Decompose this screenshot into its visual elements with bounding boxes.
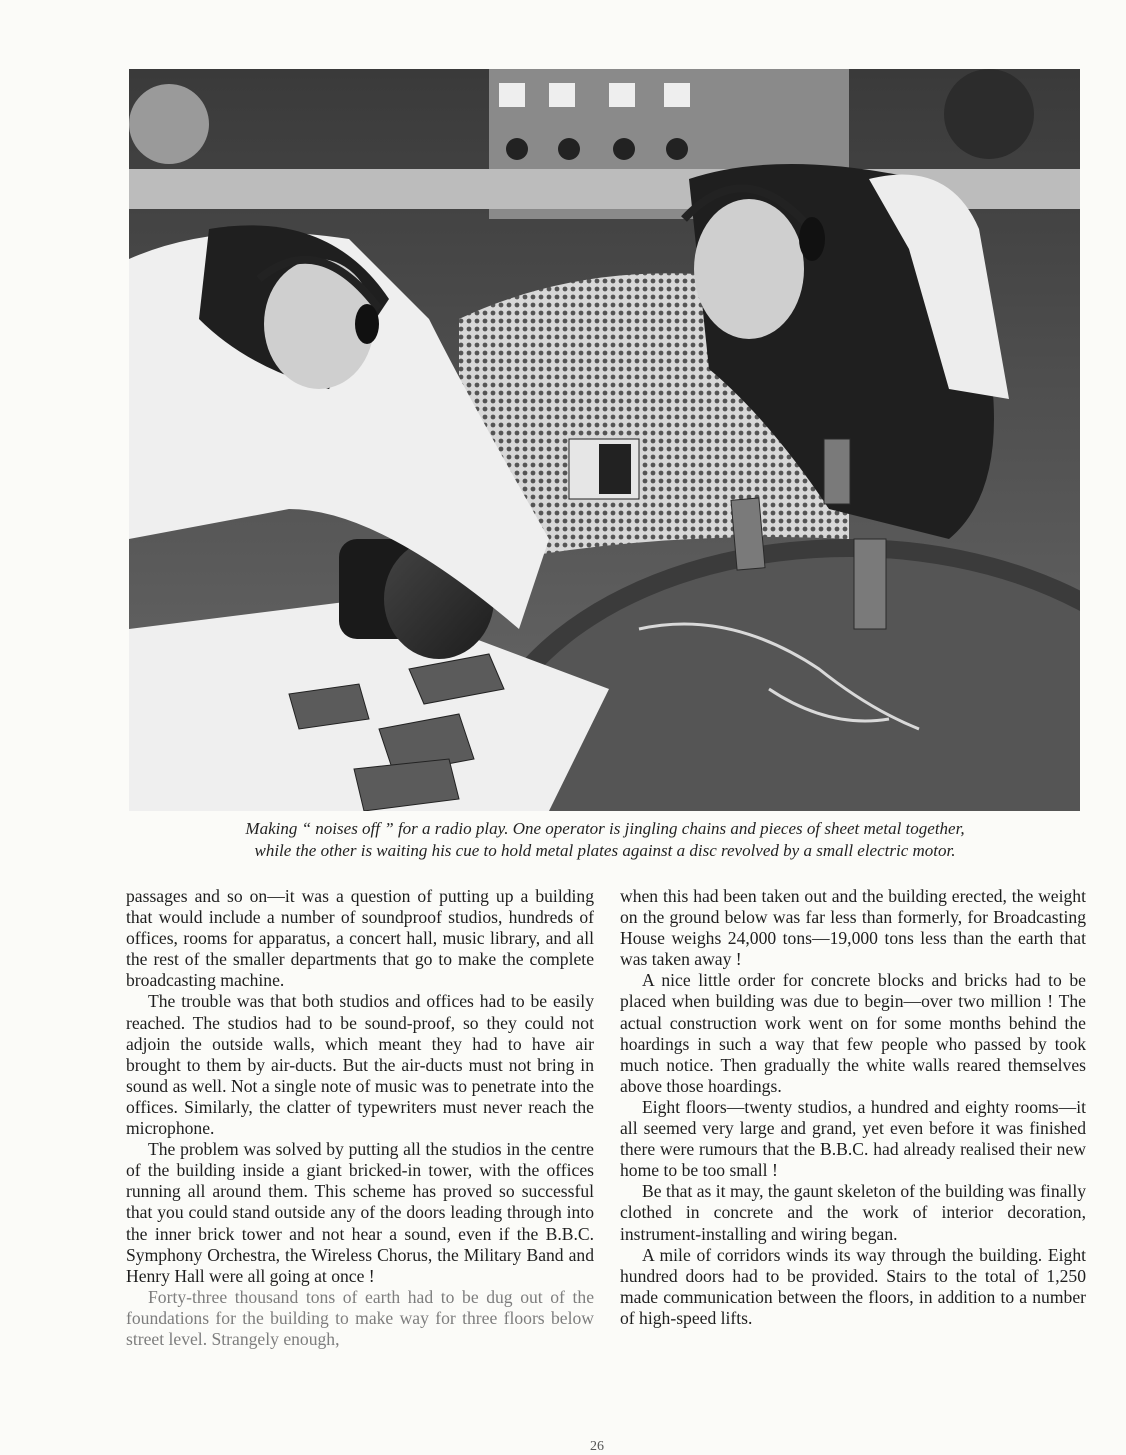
caption-line-1: Making “ noises off ” for a radio play. One operator is jingling chains and pieces of sheet metal together, xyxy=(245,819,965,838)
photo-caption xyxy=(120,818,1090,862)
page-number: 26 xyxy=(590,1439,604,1454)
right-paragraph-5: A mile of corridors winds its way through the building. Eight hundred doors had to be provided. Stairs to the total of 1,250 made communication between the floors, in addition to a number of high-speed lifts. xyxy=(620,1244,1086,1328)
left-paragraph-4: Forty-three thousand tons of earth had to be dug out of the foundations for the building to make way for three floors below street level. Strangely enough, xyxy=(126,1286,594,1349)
right-paragraph-1: when this had been taken out and the building erected, the weight on the ground below was far less than formerly, for Broadcasting House weighs 24,000 tons—19,000 tons less than the earth that was taken away ! xyxy=(620,886,1086,970)
right-paragraph-3: Eight floors—twenty studios, a hundred and eighty rooms—it all seemed very large and grand, yet even before it was finished there were rumours that the B.B.C. had already realised their new home to be too small ! xyxy=(620,1096,1086,1181)
left-paragraph-2: The trouble was that both studios and offices had to be easily reached. The studios had to be sound-proof, so they could not adjoin the outside walls, which meant they had to have air brought to them by air-ducts. But the air-ducts must not bring in sound as well. Not a single note of music was to penetrate into the offices. Similarly, the clatter of typewriters must never reach the microphone. xyxy=(126,991,594,1139)
right-paragraph-4: Be that as it may, the gaunt skeleton of the building was finally clothed in concrete and the work of interior decoration, instrument-installing and wiring began. xyxy=(620,1181,1086,1244)
left-paragraph-1: passages and so on—it was a question of putting up a building that would include a number of soundproof studios, hundreds of offices, rooms for apparatus, a concert hall, music library, and all the rest of the smaller departments that go to make the complete broadcasting machine. xyxy=(126,886,594,991)
photograph-noises-off xyxy=(129,69,1080,811)
right-paragraph-2: A nice little order for concrete blocks and bricks had to be placed when building was due to begin—over two million ! The actual construction work went on for some months behind the hoardings in such a way that few people who passed by took much notice. Then gradually the white walls reared themselves above those hoardings. xyxy=(620,970,1086,1096)
left-paragraph-3: The problem was solved by putting all the studios in the centre of the building inside a giant bricked-in tower, with the offices running all around them. This scheme has proved so successful that you could stand outside any of the doors leading through into the inner brick tower and not hear a sound, even if the B.B.C. Symphony Orchestra, the Wireless Chorus, the Military Band and Henry Hall were all going at once ! xyxy=(126,1139,594,1286)
left-column xyxy=(126,886,594,1350)
caption-line-2: while the other is waiting his cue to hold metal plates against a disc revolved by a small electric motor. xyxy=(254,841,956,860)
photo-illustration xyxy=(129,69,1080,811)
right-column xyxy=(620,886,1086,1329)
